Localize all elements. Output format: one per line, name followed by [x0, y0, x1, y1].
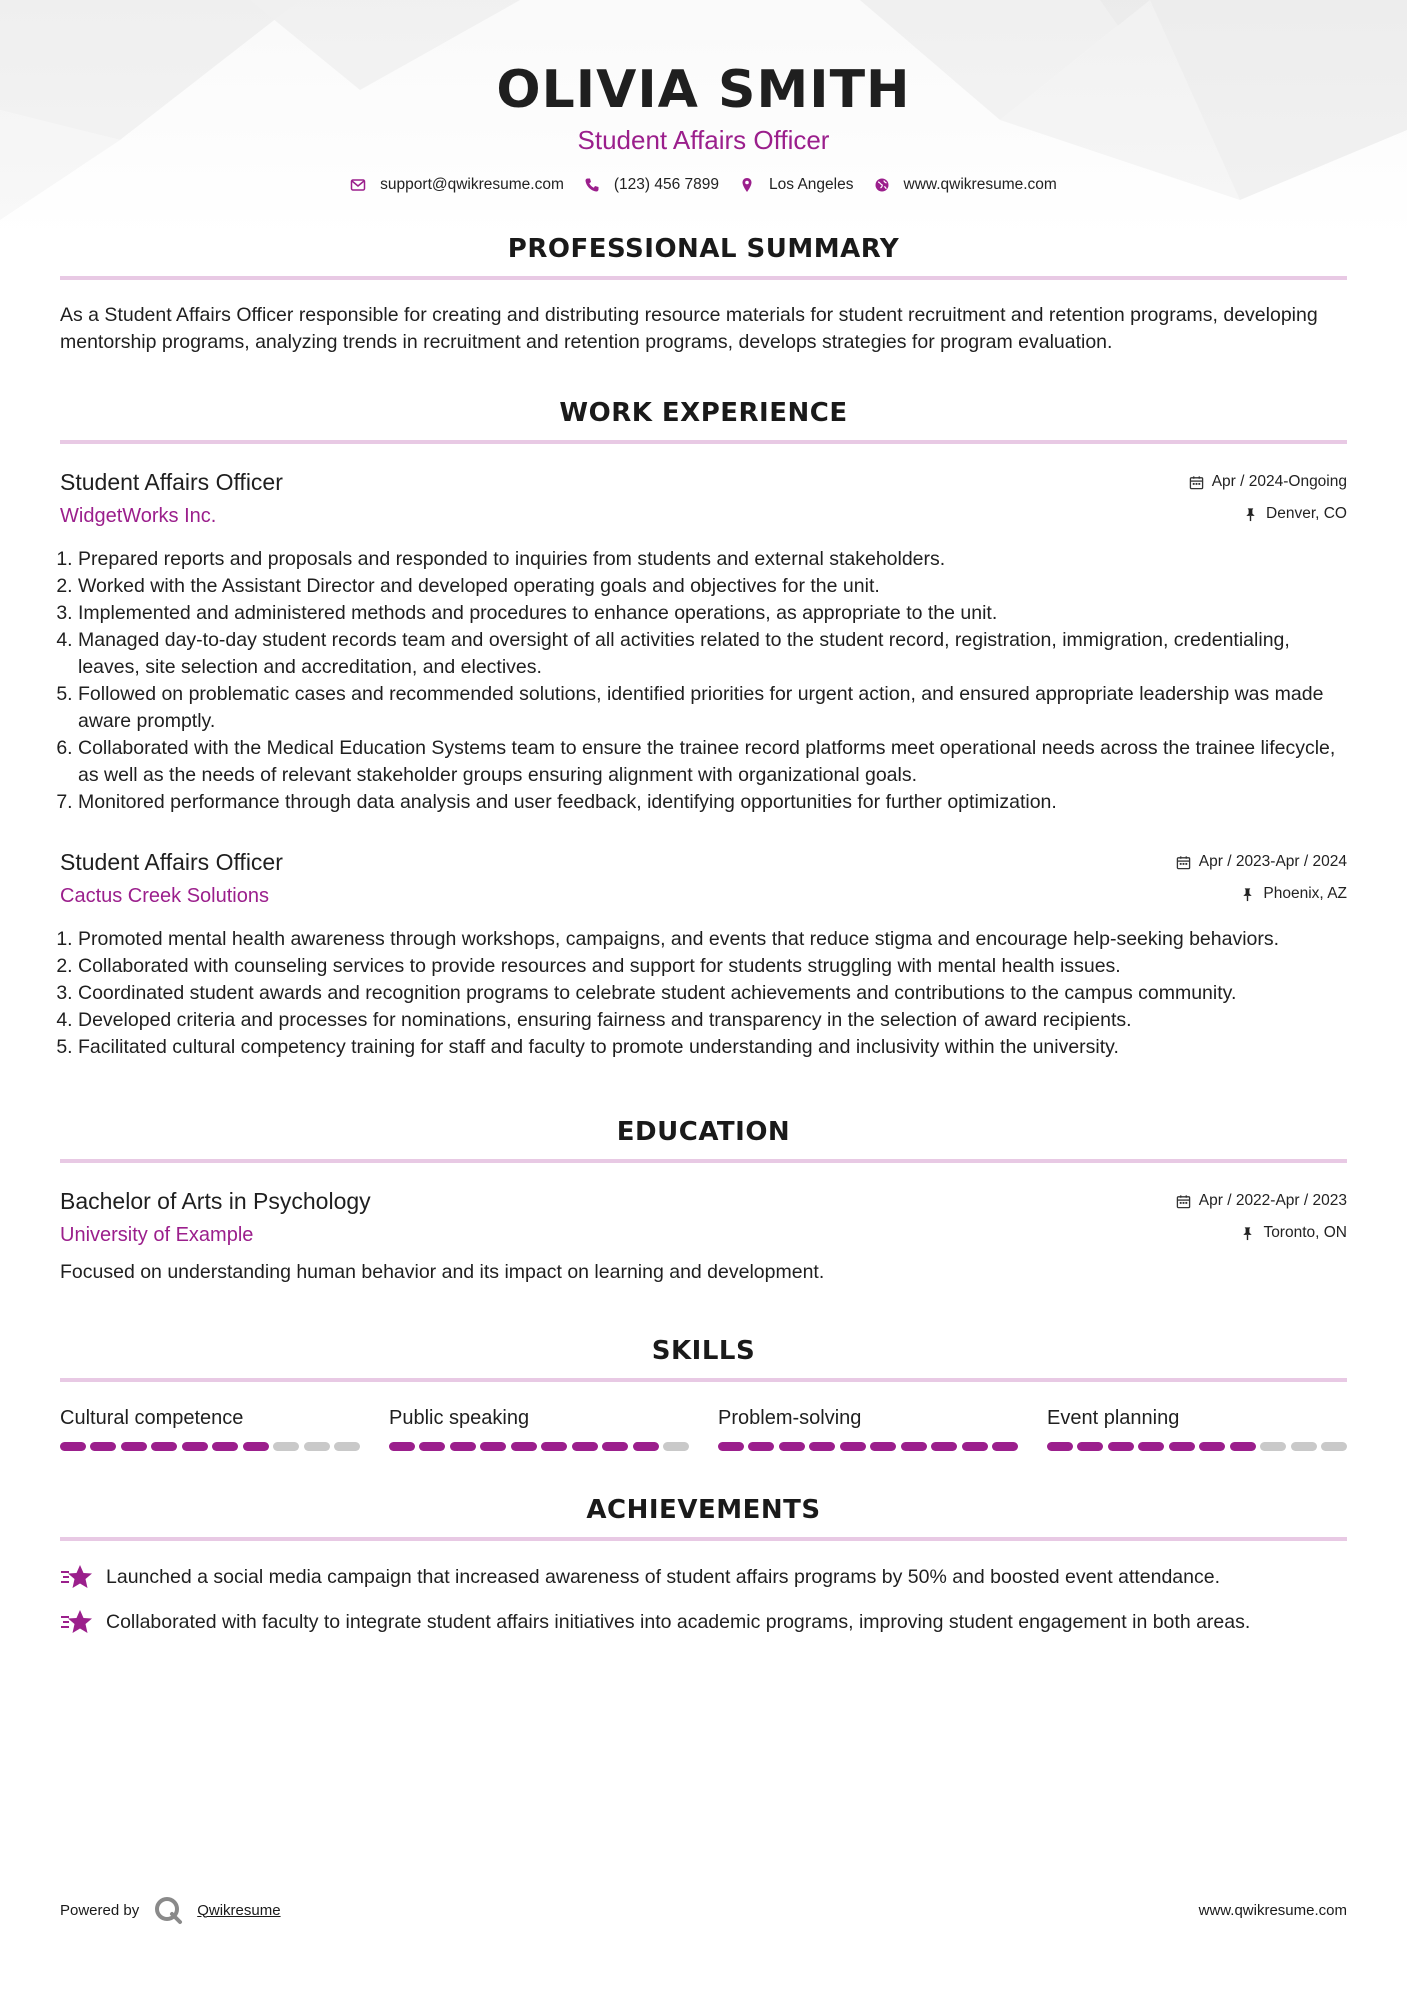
skill-segment-filled — [151, 1442, 177, 1451]
contact-phone[interactable] — [584, 176, 719, 194]
job-dates: Apr / 2023-Apr / 2024 — [1198, 853, 1347, 870]
list-item: 2. Worked with the Assistant Director and developed operating goals and objectives for the unit. — [78, 573, 1347, 600]
envelope-icon — [350, 177, 366, 193]
achievement-item — [60, 1608, 1347, 1636]
skill-segment-filled — [1230, 1442, 1256, 1451]
skill-segment-filled — [718, 1442, 744, 1451]
contact-website-text: www.qwikresume.com — [903, 176, 1057, 193]
skill-segment-filled — [1047, 1442, 1073, 1451]
skill-segment-empty — [304, 1442, 330, 1451]
skill-item — [1047, 1404, 1347, 1451]
skill-segment-empty — [1321, 1442, 1347, 1451]
skill-segment-filled — [419, 1442, 445, 1451]
skills-section — [60, 1336, 1347, 1451]
skill-segment-filled — [931, 1442, 957, 1451]
skill-segment-empty — [273, 1442, 299, 1451]
skill-segment-empty — [1260, 1442, 1286, 1451]
list-item: 4. Developed criteria and processes for nominations, ensuring fairness and transparency in the selection of award recipients. — [78, 1007, 1347, 1034]
achievement-text: Collaborated with faculty to integrate student affairs initiatives into academic programs, improving student engagement in both areas. — [106, 1610, 1251, 1633]
job-responsibilities — [60, 546, 1347, 816]
contact-bar — [60, 176, 1347, 194]
skill-segment-filled — [1199, 1442, 1225, 1451]
list-item: 5. Facilitated cultural competency training for staff and faculty to promote understanding and inclusivity within the university. — [78, 1034, 1347, 1061]
job-dates: Apr / 2024-Ongoing — [1211, 473, 1347, 490]
contact-email-text: support@qwikresume.com — [380, 176, 564, 193]
skill-segment-filled — [992, 1442, 1018, 1451]
education-location: Toronto, ON — [1263, 1224, 1347, 1241]
skill-level-bar — [389, 1442, 689, 1451]
skill-segment-empty — [1291, 1442, 1317, 1451]
skill-segment-filled — [243, 1442, 269, 1451]
contact-location — [739, 176, 853, 194]
summary-section — [60, 234, 1347, 356]
pushpin-icon — [1240, 887, 1255, 902]
list-item: 6. Collaborated with the Medical Education Systems team to ensure the trainee record platforms meet operational needs across the trainee lifecycle, as well as the needs of relevant stakeholder groups ensuring alignment with organizational goals. — [78, 735, 1347, 789]
phone-icon — [584, 177, 600, 193]
star-icon — [60, 1608, 94, 1636]
skill-level-bar — [718, 1442, 1018, 1451]
skill-segment-filled — [901, 1442, 927, 1451]
list-item: 5. Followed on problematic cases and recommended solutions, identified priorities for urgent action, and ensured appropriate leadership was made aware promptly. — [78, 681, 1347, 735]
job-entry — [60, 466, 1347, 816]
contact-phone-text: (123) 456 7899 — [613, 176, 720, 193]
candidate-name: OLIVIA SMITH — [496, 60, 911, 120]
contact-location-text: Los Angeles — [769, 176, 854, 193]
skill-level-bar — [60, 1442, 360, 1451]
calendar-icon — [1189, 475, 1204, 490]
skill-segment-empty — [334, 1442, 360, 1451]
education-description: Focused on understanding human behavior and its impact on learning and development. — [60, 1261, 825, 1283]
skill-segment-filled — [121, 1442, 147, 1451]
job-entry — [60, 846, 1347, 1061]
calendar-icon — [1176, 1194, 1191, 1209]
skill-segment-filled — [389, 1442, 415, 1451]
skill-name: Event planning — [1047, 1407, 1180, 1429]
list-item: 7. Monitored performance through data analysis and user feedback, identifying opportunities for further optimization. — [78, 789, 1347, 816]
candidate-title: Student Affairs Officer — [577, 125, 830, 155]
skill-segment-filled — [870, 1442, 896, 1451]
job-location: Denver, CO — [1266, 505, 1347, 522]
education-entry — [60, 1185, 1347, 1286]
star-icon — [60, 1563, 94, 1591]
pushpin-icon — [1243, 507, 1258, 522]
skill-segment-filled — [602, 1442, 628, 1451]
skill-segment-filled — [541, 1442, 567, 1451]
achievement-item — [60, 1563, 1347, 1591]
skill-segment-filled — [90, 1442, 116, 1451]
skills-list — [60, 1404, 1347, 1451]
skill-segment-filled — [182, 1442, 208, 1451]
job-title: Student Affairs Officer — [60, 469, 283, 495]
list-item: 3. Implemented and administered methods and procedures to enhance operations, as appropriate to the unit. — [78, 600, 1347, 627]
achievements-list — [60, 1563, 1347, 1636]
education-dates: Apr / 2022-Apr / 2023 — [1198, 1192, 1347, 1209]
list-item: 4. Managed day-to-day student records team and oversight of all activities related to the student record, registration, immigration, credentialing, leaves, site selection and accreditation, and electives. — [78, 627, 1347, 681]
skill-segment-filled — [779, 1442, 805, 1451]
skills-heading: SKILLS — [60, 1336, 1347, 1382]
contact-website[interactable] — [874, 176, 1057, 194]
skill-segment-filled — [1138, 1442, 1164, 1451]
achievement-text: Launched a social media campaign that increased awareness of student affairs programs by 50% and boosted event attendance. — [106, 1565, 1221, 1588]
skill-segment-filled — [809, 1442, 835, 1451]
skill-segment-filled — [511, 1442, 537, 1451]
skill-segment-filled — [633, 1442, 659, 1451]
map-pin-icon — [739, 177, 755, 193]
skill-segment-filled — [572, 1442, 598, 1451]
qwikresume-logo-icon — [153, 1895, 183, 1925]
resume-header — [60, 0, 1347, 194]
skill-segment-filled — [748, 1442, 774, 1451]
job-company: WidgetWorks Inc. — [60, 505, 217, 527]
skill-item — [389, 1404, 689, 1451]
skill-segment-filled — [212, 1442, 238, 1451]
summary-text: As a Student Affairs Officer responsible for creating and distributing resource materials for student recruitment and retention programs, developing mentorship programs, analyzing trends in recruitment and retention programs, develops strategies for program evaluation. — [60, 304, 1318, 353]
list-item: 1. Prepared reports and proposals and responded to inquiries from students and external stakeholders. — [78, 546, 1347, 573]
skill-segment-filled — [60, 1442, 86, 1451]
list-item: 3. Coordinated student awards and recognition programs to celebrate student achievements and contributions to the campus community. — [78, 980, 1347, 1007]
skill-name: Cultural competence — [60, 1407, 244, 1429]
job-title: Student Affairs Officer — [60, 849, 283, 875]
pushpin-icon — [1240, 1226, 1255, 1241]
skill-item — [718, 1404, 1018, 1451]
brand-link[interactable]: Qwikresume — [197, 1901, 281, 1919]
skill-segment-empty — [663, 1442, 689, 1451]
page-footer — [60, 1895, 1347, 1925]
powered-by-label: Powered by — [60, 1901, 140, 1919]
job-responsibilities — [60, 926, 1347, 1061]
skill-name: Problem-solving — [718, 1407, 862, 1429]
skill-segment-filled — [1077, 1442, 1103, 1451]
summary-heading: PROFESSIONAL SUMMARY — [60, 234, 1347, 280]
education-heading: EDUCATION — [60, 1117, 1347, 1163]
skill-segment-filled — [1169, 1442, 1195, 1451]
skill-level-bar — [1047, 1442, 1347, 1451]
skill-segment-filled — [1108, 1442, 1134, 1451]
achievements-heading: ACHIEVEMENTS — [60, 1495, 1347, 1541]
school-name: University of Example — [60, 1224, 254, 1246]
list-item: 2. Collaborated with counseling services to provide resources and support for students struggling with mental health issues. — [78, 953, 1347, 980]
skill-segment-filled — [450, 1442, 476, 1451]
calendar-icon — [1176, 855, 1191, 870]
list-item: 1. Promoted mental health awareness through workshops, campaigns, and events that reduce stigma and encourage help-seeking behaviors. — [78, 926, 1347, 953]
achievements-section — [60, 1495, 1347, 1636]
globe-icon — [874, 177, 890, 193]
skill-segment-filled — [840, 1442, 866, 1451]
experience-heading: WORK EXPERIENCE — [60, 398, 1347, 444]
contact-email[interactable] — [350, 176, 564, 194]
experience-section — [60, 398, 1347, 1061]
skill-name: Public speaking — [389, 1407, 530, 1429]
job-location: Phoenix, AZ — [1263, 885, 1347, 902]
degree-title: Bachelor of Arts in Psychology — [60, 1188, 371, 1214]
footer-website[interactable]: www.qwikresume.com — [1198, 1901, 1347, 1919]
skill-item — [60, 1404, 360, 1451]
skill-segment-filled — [962, 1442, 988, 1451]
education-section — [60, 1117, 1347, 1286]
skill-segment-filled — [480, 1442, 506, 1451]
job-company: Cactus Creek Solutions — [60, 885, 269, 907]
